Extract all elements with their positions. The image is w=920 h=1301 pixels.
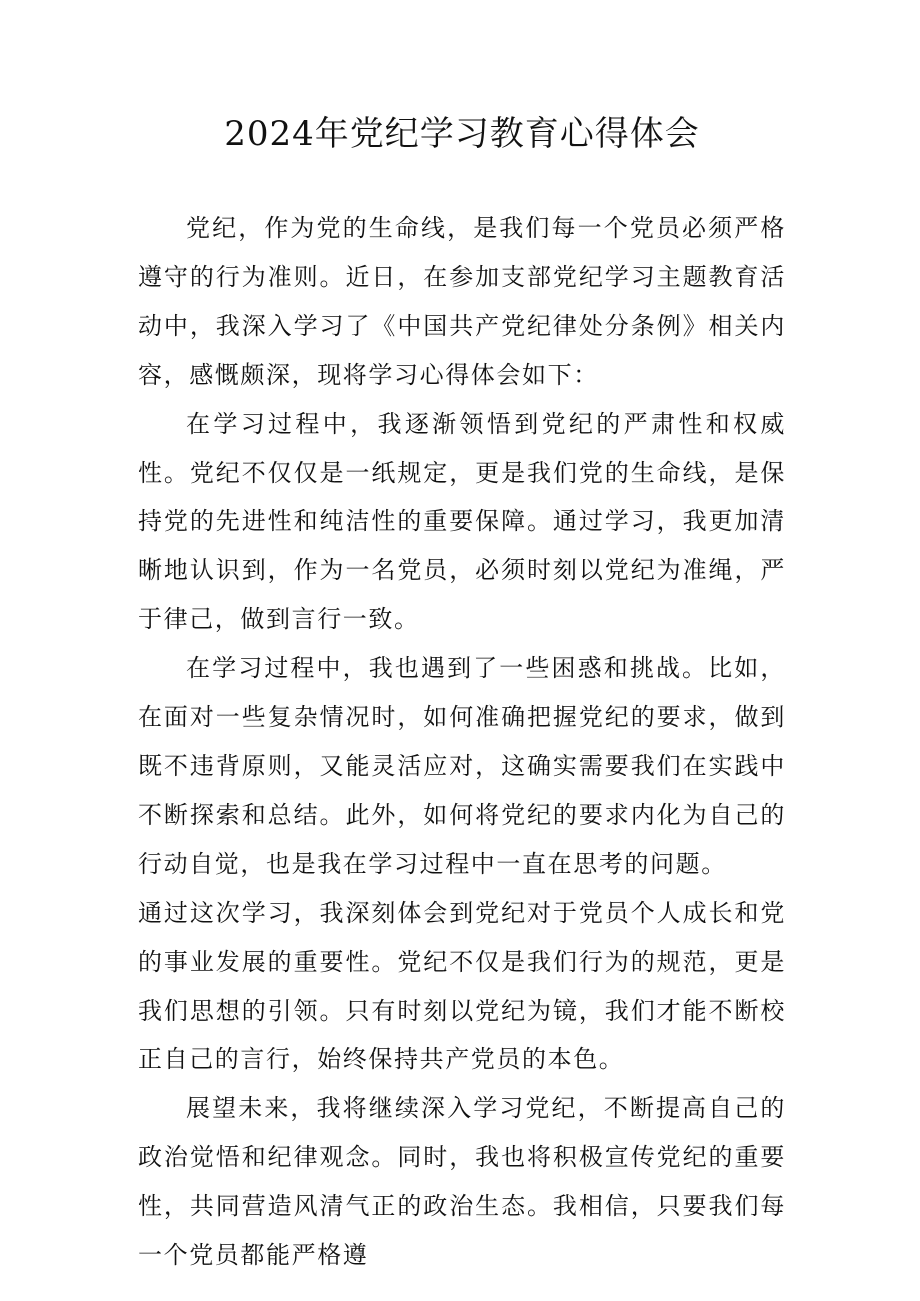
paragraph-1: 党纪，作为党的生命线，是我们每一个党员必须严格遵守的行为准则。近日，在参加支部党纪学习主题教育活动中，我深入学习了《中国共产党纪律处分条例》相关内容，感慨颇深，现将学习心得体会如下： xyxy=(138,214,786,389)
paragraph-5: 展望未来，我将继续深入学习党纪，不断提高自己的政治觉悟和纪律观念。同时，我也将积极宣传党纪的重要性，共同营造风清气正的政治生态。我相信，只要我们每一个党员都能严格遵 xyxy=(138,1094,786,1270)
paragraph-2: 在学习过程中，我逐渐领悟到党纪的严肃性和权威性。党纪不仅仅是一纸规定，更是我们党的生命线，是保持党的先进性和纯洁性的重要保障。通过学习，我更加清晰地认识到，作为一名党员，必须时刻以党纪为准绳，严于律己，做到言行一致。 xyxy=(138,409,786,634)
paragraph-4: 通过这次学习，我深刻体会到党纪对于党员个人成长和党的事业发展的重要性。党纪不仅是我们行为的规范，更是我们思想的引领。只有时刻以党纪为镜，我们才能不断校正自己的言行，始终保持共产党员的本色。 xyxy=(138,898,786,1074)
document-title: 2024年党纪学习教育心得体会 xyxy=(224,114,700,154)
document-body xyxy=(138,204,786,1280)
paragraph-3: 在学习过程中，我也遇到了一些困惑和挑战。比如，在面对一些复杂情况时，如何准确把握党纪的要求，做到既不违背原则，又能灵活应对，这确实需要我们在实践中不断探索和总结。此外，如何将党纪的要求内化为自己的行动自觉，也是我在学习过程中一直在思考的问题。 xyxy=(138,654,786,878)
